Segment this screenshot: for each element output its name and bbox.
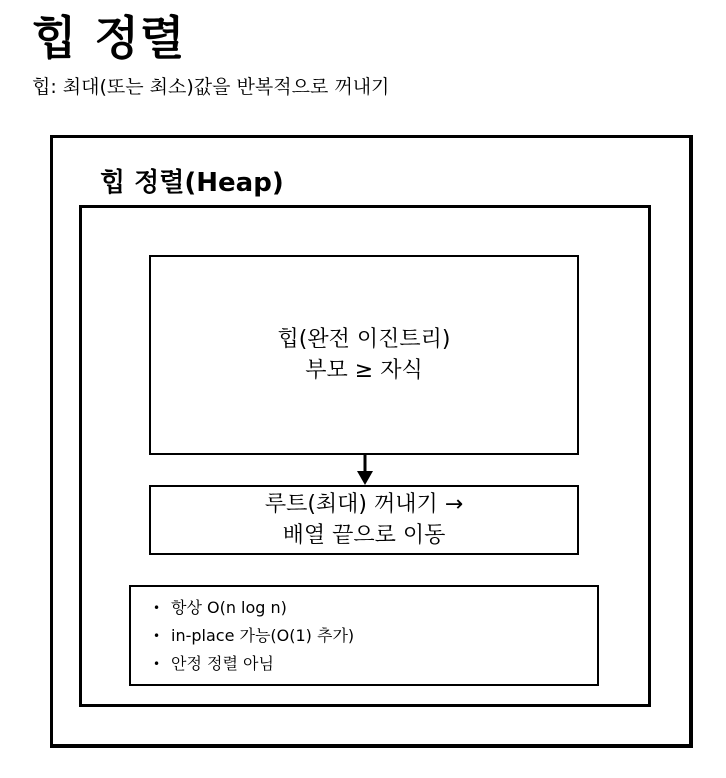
properties-box xyxy=(129,585,599,686)
heap-box-line-1: 힙(완전 이진트리) xyxy=(277,327,451,352)
property-item xyxy=(153,650,274,678)
page-subtitle: 힙: 최대(또는 최소)값을 반복적으로 꺼내기 xyxy=(32,76,390,98)
down-arrow-icon xyxy=(355,455,375,485)
bullet-icon: • xyxy=(153,600,161,615)
property-text: in-place 가능(O(1) 추가) xyxy=(171,625,355,645)
property-text: 항상 O(n log n) xyxy=(171,597,287,617)
extract-root-box xyxy=(149,485,579,555)
arrow-head xyxy=(357,471,373,485)
extract-box-line-1: 루트(최대) 꺼내기 → xyxy=(264,492,464,517)
bullet-icon: • xyxy=(153,656,161,671)
property-item xyxy=(153,622,354,650)
heap-box-line-2: 부모 ≥ 자식 xyxy=(305,358,423,383)
extract-box-line-2: 배열 끝으로 이동 xyxy=(282,523,446,548)
frame-title: 힙 정렬(Heap) xyxy=(100,168,284,198)
bullet-icon: • xyxy=(153,628,161,643)
property-item xyxy=(153,594,287,622)
property-text: 안정 정렬 아님 xyxy=(171,653,274,673)
page-title: 힙 정렬 xyxy=(32,11,186,65)
heap-structure-box xyxy=(149,255,579,455)
